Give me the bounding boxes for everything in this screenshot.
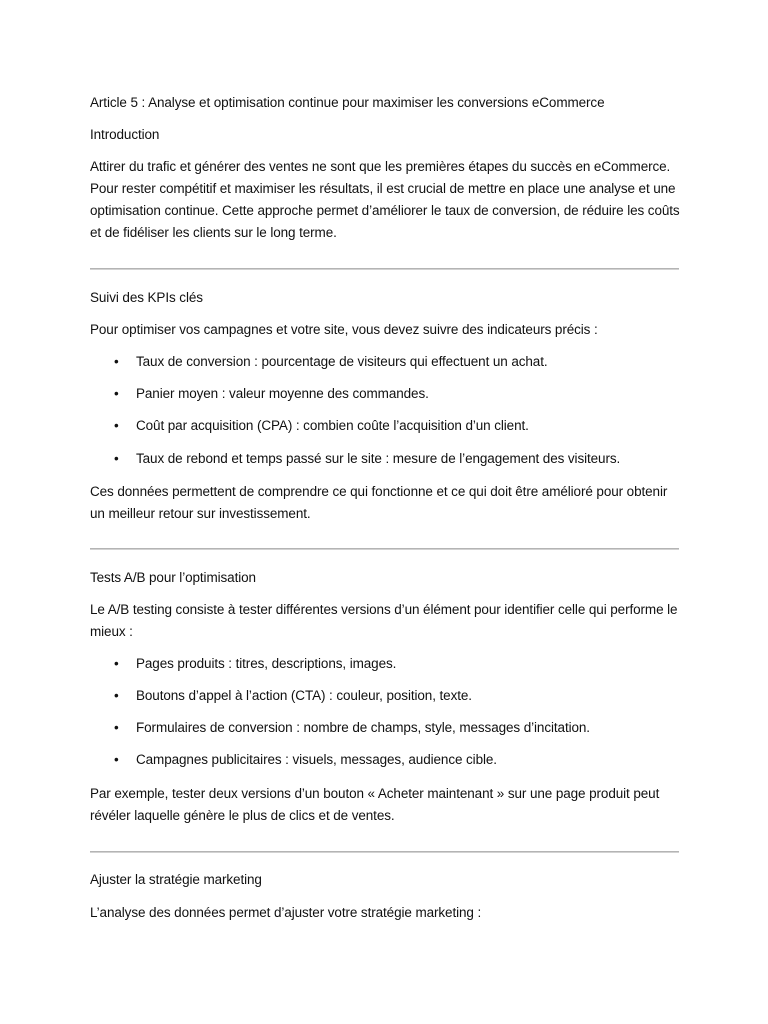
marketing-heading: Ajuster la stratégie marketing xyxy=(90,872,262,887)
marketing-lead: L’analyse des données permet d’ajuster votre stratégie marketing : xyxy=(90,905,482,920)
bullet-icon: • xyxy=(114,720,119,735)
ab-tests-heading: Tests A/B pour l’optimisation xyxy=(90,570,256,585)
ab-tests-closing: Par exemple, tester deux versions d’un bouton « Acheter maintenant » sur une page produit peut révéler laquelle génère le plus de clics et de ventes. xyxy=(90,786,660,823)
list-item-text: Boutons d’appel à l’action (CTA) : couleur, position, texte. xyxy=(136,688,472,703)
bullet-icon: • xyxy=(114,656,119,671)
bullet-icon: • xyxy=(114,418,119,433)
ab-tests-lead: Le A/B testing consiste à tester différentes versions d’un élément pour identifier celle qui performe le mieux : xyxy=(90,602,678,639)
bullet-icon: • xyxy=(114,386,119,401)
section-divider xyxy=(90,268,679,270)
list-item-text: Coût par acquisition (CPA) : combien coûte l’acquisition d’un client. xyxy=(136,418,529,433)
list-item-text: Taux de conversion : pourcentage de visiteurs qui effectuent un achat. xyxy=(136,354,548,369)
intro-paragraph: Attirer du trafic et générer des ventes ne sont que les premières étapes du succès en eCommerce. Pour rester compétitif et maximiser les résultats, il est crucial de mettre en place une analyse et une optimisation continue. Cette approche permet d’améliorer le taux de conversion, de réduire les coûts et de fidéliser les clients sur le long terme. xyxy=(90,159,680,240)
list-item-text: Panier moyen : valeur moyenne des commandes. xyxy=(136,386,429,401)
list-item-text: Pages produits : titres, descriptions, images. xyxy=(136,656,397,671)
kpis-closing: Ces données permettent de comprendre ce qui fonctionne et ce qui doit être amélioré pour obtenir un meilleur retour sur investissement. xyxy=(90,484,668,521)
intro-heading: Introduction xyxy=(90,127,160,142)
bullet-icon: • xyxy=(114,752,119,767)
kpis-lead: Pour optimiser vos campagnes et votre site, vous devez suivre des indicateurs précis : xyxy=(90,322,598,337)
list-item-text: Campagnes publicitaires : visuels, messages, audience cible. xyxy=(136,752,497,767)
list-item-text: Taux de rebond et temps passé sur le site : mesure de l’engagement des visiteurs. xyxy=(136,451,621,466)
bullet-icon: • xyxy=(114,354,119,369)
kpis-heading: Suivi des KPIs clés xyxy=(90,290,203,305)
article-title: Article 5 : Analyse et optimisation continue pour maximiser les conversions eCommerce xyxy=(90,95,605,110)
section-divider xyxy=(90,851,679,853)
section-divider xyxy=(90,548,679,550)
bullet-icon: • xyxy=(114,451,119,466)
bullet-icon: • xyxy=(114,688,119,703)
list-item-text: Formulaires de conversion : nombre de champs, style, messages d’incitation. xyxy=(136,720,590,735)
